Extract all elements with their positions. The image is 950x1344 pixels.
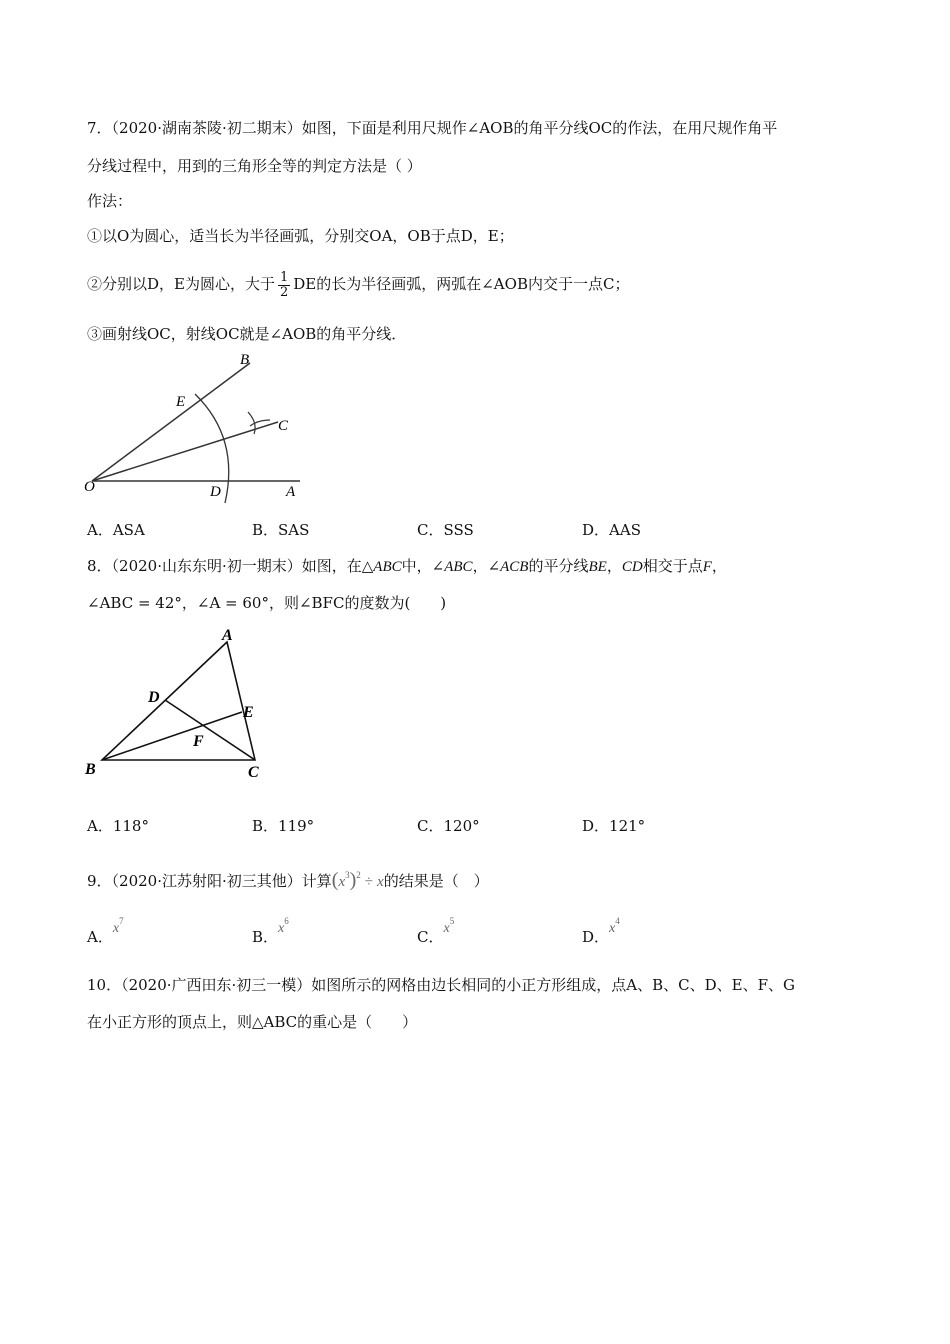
q9-option-c-label: C． — [417, 928, 444, 946]
q9-option-d-math — [609, 916, 620, 936]
q8-text-c: ，∠ — [472, 557, 501, 575]
q7-line2: 分线过程中，用到的三角形全等的判定方法是（ ） — [87, 157, 422, 175]
q9-option-a[interactable] — [87, 916, 124, 950]
q8-option-b[interactable]: B．119° — [252, 817, 315, 835]
q9-paren-open: ( — [331, 869, 339, 891]
q7-option-a[interactable]: A．ASA — [87, 521, 145, 539]
q8-text-e: ， — [606, 557, 622, 575]
q8-triangle-abc — [102, 642, 255, 760]
q7-method-heading: 作法： — [87, 192, 133, 210]
q7-step1: ①以O为圆心，适当长为半径画弧，分别交OA，OB于点D，E； — [87, 227, 514, 245]
q9-option-b-math — [278, 916, 289, 936]
q8-line1 — [87, 555, 727, 578]
q9-divisor: x — [377, 874, 384, 890]
q8-text-d: 的平分线 — [528, 557, 589, 575]
q9-option-d-label: D． — [582, 928, 610, 946]
q8-label-d: D — [148, 689, 160, 706]
q8-label-e: E — [243, 704, 254, 721]
q7-step3: ③画射线OC，射线OC就是∠AOB的角平分线． — [87, 325, 407, 343]
q8-segment-be — [102, 712, 242, 760]
q9-option-c-base: x — [443, 921, 450, 936]
q8-text-abc2: ABC — [444, 559, 473, 575]
q7-frac-den: 2 — [279, 284, 289, 300]
q8-label-a: A — [222, 627, 233, 644]
q9-option-b-label: B． — [252, 928, 279, 946]
q9-option-a-math — [112, 916, 124, 936]
q8-line2: ∠ABC = 42°，∠A = 60°，则∠BFC的度数为( ) — [87, 594, 447, 612]
q9-option-a-exp: 7 — [119, 916, 124, 926]
q9-option-a-base: x — [112, 921, 120, 936]
q7-step2-pre: ②分别以D，E为圆心，大于 — [87, 275, 275, 293]
q7-option-b[interactable]: B．SAS — [252, 521, 310, 539]
q9-paren-close: ) — [349, 869, 357, 891]
q8-option-d[interactable]: D．121° — [582, 817, 646, 835]
q9-inner-exp: 3 — [345, 870, 350, 880]
q9-stem-post: 的结果是（ ） — [383, 872, 489, 890]
q8-text-acb: ACB — [500, 559, 529, 575]
q9-base: x — [338, 874, 346, 890]
q7-step2 — [87, 264, 629, 304]
q9-option-d-base: x — [609, 921, 616, 936]
q7-label-o: O — [84, 479, 95, 495]
q8-text-cd: CD — [621, 559, 643, 575]
q9-option-c-exp: 5 — [449, 916, 455, 926]
q9-option-b[interactable] — [252, 916, 289, 950]
q8-text-f: 相交于点 — [642, 557, 703, 575]
q8-text-abc: ABC — [373, 559, 402, 575]
q8-segment-cd — [165, 700, 255, 760]
q8-label-b: B — [85, 761, 96, 778]
q7-option-d[interactable]: D．AAS — [582, 521, 641, 539]
q8-text-be: BE — [588, 559, 607, 575]
q7-label-e: E — [176, 394, 186, 410]
q7-fraction — [278, 271, 290, 300]
q7-label-d: D — [210, 484, 221, 500]
q9-option-d[interactable] — [582, 916, 620, 950]
q7-step2-post: DE的长为半径画弧，两弧在∠AOB内交于一点C； — [293, 275, 630, 293]
q8-option-a[interactable]: A．118° — [87, 817, 149, 835]
q10-line2: 在小正方形的顶点上，则△ABC的重心是（ ） — [87, 1013, 418, 1031]
q9-option-a-label: A． — [87, 928, 113, 946]
q9-option-c-math — [443, 916, 455, 936]
q9-stem-pre: 9．（2020·江苏射阳·初三其他）计算 — [87, 872, 332, 890]
q8-text-b: 中，∠ — [401, 557, 445, 575]
q8-option-c[interactable]: C．120° — [417, 817, 480, 835]
q7-ray-oc — [92, 422, 278, 481]
q10-line1: 10．（2020·广西田东·初三一模）如图所示的网格由边长相同的小正方形组成，点A、B、C、D、E、F、G — [87, 976, 795, 994]
q8-text-F: F — [702, 559, 712, 575]
q8-text-g: ， — [711, 557, 727, 575]
q7-ray-ob — [92, 363, 250, 481]
q8-text-a: 8．（2020·山东东明·初一期末）如图，在△ — [87, 557, 374, 575]
q7-line1: 7．（2020·湖南茶陵·初二期末）如图，下面是利用尺规作∠AOB的角平分线OC的作法，在用尺规作角平 — [87, 119, 778, 137]
q7-label-c: C — [278, 418, 289, 434]
q9-div-sign: ÷ — [364, 874, 374, 890]
q7-figure — [80, 348, 320, 508]
q8-label-f: F — [193, 733, 204, 750]
q9-option-d-exp: 4 — [615, 916, 620, 926]
q7-option-c[interactable]: C．SSS — [417, 521, 474, 539]
q7-frac-num: 1 — [279, 269, 289, 285]
q7-label-b: B — [240, 352, 250, 368]
q9-stem — [87, 864, 489, 893]
q9-outer-exp: 2 — [356, 870, 361, 880]
q9-option-b-base: x — [278, 921, 285, 936]
q8-label-c: C — [248, 764, 259, 781]
q9-option-c[interactable] — [417, 916, 455, 950]
q9-expression — [331, 869, 384, 891]
q7-label-a: A — [286, 484, 296, 500]
q8-figure — [80, 622, 280, 787]
q9-option-b-exp: 6 — [284, 916, 289, 926]
